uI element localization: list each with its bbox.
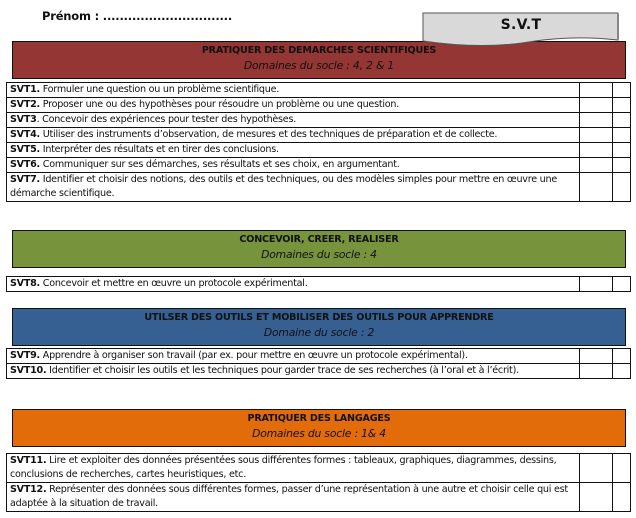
skill-code: SVT9. xyxy=(10,350,40,361)
section-subtitle: Domaines du socle : 4 xyxy=(261,248,377,261)
skill-cell xyxy=(7,483,580,512)
table-row xyxy=(7,83,631,98)
section-title: CONCEVOIR, CREER, REALISER xyxy=(239,234,399,245)
checkbox-cell-2[interactable] xyxy=(613,128,631,143)
skill-text: Apprendre à organiser son travail (par ex. pour mettre en œuvre un protocole expérimental). xyxy=(39,350,468,361)
section-header-outils xyxy=(12,308,626,346)
skill-text: Concevoir et mettre en œuvre un protocole expérimental. xyxy=(39,278,308,289)
checkbox-cell-1[interactable] xyxy=(580,158,613,173)
skill-cell xyxy=(7,454,580,483)
skill-cell xyxy=(7,98,580,113)
skill-code: SVT6. xyxy=(10,159,40,170)
skill-code: SVT12. xyxy=(10,484,47,495)
skill-cell xyxy=(7,143,580,158)
section-subtitle: Domaines du socle : 4, 2 & 1 xyxy=(243,59,395,72)
checkbox-cell-1[interactable] xyxy=(580,128,613,143)
skill-code: SVT8. xyxy=(10,278,40,289)
table-row xyxy=(7,158,631,173)
checkbox-cell-2[interactable] xyxy=(613,143,631,158)
subject-tab-label: S.V.T xyxy=(500,17,542,33)
checkbox-cell-2[interactable] xyxy=(613,158,631,173)
checkbox-cell-2[interactable] xyxy=(613,364,631,379)
table-row xyxy=(7,454,631,483)
checkbox-cell-2[interactable] xyxy=(613,173,631,202)
skills-table-demarches xyxy=(6,82,631,202)
checkbox-cell-2[interactable] xyxy=(613,83,631,98)
subject-tab xyxy=(422,12,620,44)
checkbox-cell-1[interactable] xyxy=(580,277,613,292)
table-row xyxy=(7,113,631,128)
checkbox-cell-1[interactable] xyxy=(580,83,613,98)
skill-code: SVT3 xyxy=(10,114,37,125)
section-subtitle: Domaines du socle : 1& 4 xyxy=(252,427,386,440)
checkbox-cell-2[interactable] xyxy=(613,349,631,364)
skill-cell xyxy=(7,277,580,292)
skill-cell xyxy=(7,113,580,128)
section-title: PRATIQUER DES DEMARCHES SCIENTIFIQUES xyxy=(201,45,437,56)
checkbox-cell-2[interactable] xyxy=(613,483,631,512)
checkbox-cell-1[interactable] xyxy=(580,454,613,483)
section-header-langages xyxy=(12,409,626,447)
skill-cell xyxy=(7,158,580,173)
checkbox-cell-2[interactable] xyxy=(613,113,631,128)
skill-code: SVT10. xyxy=(10,365,47,376)
skill-cell xyxy=(7,349,580,364)
checkbox-cell-1[interactable] xyxy=(580,173,613,202)
skill-cell xyxy=(7,173,580,202)
skill-text: Interpréter des résultats et en tirer des conclusions. xyxy=(39,144,279,155)
checkbox-cell-2[interactable] xyxy=(613,277,631,292)
section-title: PRATIQUER DES LANGAGES xyxy=(247,413,391,424)
skill-text: Utiliser des instruments d’observation, de mesures et des techniques de préparation et de collecte. xyxy=(39,129,498,140)
skill-text: Identifier et choisir les outils et les techniques pour garder trace de ses recherches (à l’oral et à l’écrit). xyxy=(46,365,519,376)
table-row xyxy=(7,173,631,202)
checkbox-cell-1[interactable] xyxy=(580,349,613,364)
table-row xyxy=(7,128,631,143)
checkbox-cell-1[interactable] xyxy=(580,113,613,128)
prenom-field-label: Prénom : ............................... xyxy=(42,9,233,23)
table-row xyxy=(7,483,631,512)
skill-code: SVT7. xyxy=(10,174,40,185)
skill-cell xyxy=(7,83,580,98)
skill-cell xyxy=(7,364,580,379)
table-row xyxy=(7,98,631,113)
skill-text: Représenter des données sous différentes formes, passer d’une représentation à une autre et choisir celle qui est adaptée à la situation de travail. xyxy=(10,484,568,509)
skill-text: . Concevoir des expériences pour tester des hypothèses. xyxy=(36,114,297,125)
table-row xyxy=(7,143,631,158)
section-title: UTILSER DES OUTILS ET MOBILISER DES OUTILS POUR APPRENDRE xyxy=(144,312,494,323)
table-row xyxy=(7,364,631,379)
skill-code: SVT5. xyxy=(10,144,40,155)
skills-table-outils xyxy=(6,348,631,379)
checkbox-cell-2[interactable] xyxy=(613,454,631,483)
skill-text: Identifier et choisir des notions, des outils et des techniques, ou des modèles simples pour mettre en œuvre une démarche scientifique. xyxy=(10,174,557,199)
skill-code: SVT1. xyxy=(10,84,40,95)
skill-text: Communiquer sur ses démarches, ses résultats et ses choix, en argumentant. xyxy=(39,159,400,170)
table-row xyxy=(7,349,631,364)
section-header-concevoir xyxy=(12,230,626,268)
checkbox-cell-1[interactable] xyxy=(580,98,613,113)
skill-text: Lire et exploiter des données présentées sous différentes formes : tableaux, graphiques, diagrammes, dessins, conclusions de recherches, cartes heuristiques, etc. xyxy=(10,455,557,480)
skills-table-langages xyxy=(6,453,631,512)
checkbox-cell-1[interactable] xyxy=(580,483,613,512)
skill-cell xyxy=(7,128,580,143)
checkbox-cell-1[interactable] xyxy=(580,143,613,158)
section-subtitle: Domaine du socle : 2 xyxy=(263,326,375,339)
table-row xyxy=(7,277,631,292)
skill-text: Formuler une question ou un problème scientifique. xyxy=(39,84,280,95)
checkbox-cell-1[interactable] xyxy=(580,364,613,379)
skills-table-concevoir xyxy=(6,276,631,292)
checkbox-cell-2[interactable] xyxy=(613,98,631,113)
skill-code: SVT2. xyxy=(10,99,40,110)
skill-text: Proposer une ou des hypothèses pour résoudre un problème ou une question. xyxy=(39,99,400,110)
skill-code: SVT4. xyxy=(10,129,40,140)
skill-code: SVT11. xyxy=(10,455,47,466)
